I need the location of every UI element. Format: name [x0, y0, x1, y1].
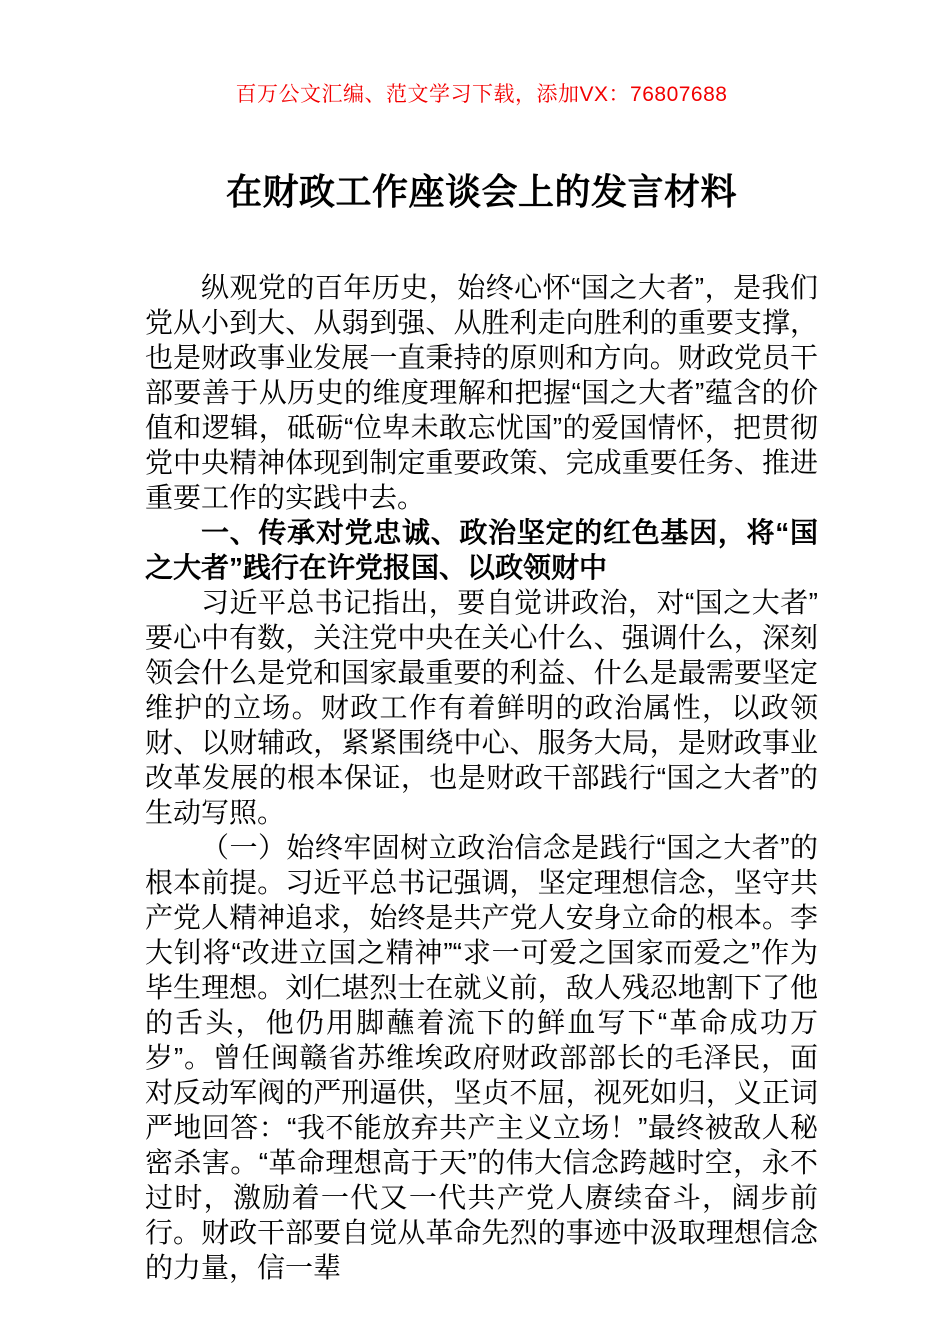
- paragraph-intro: 纵观党的百年历史，始终心怀“国之大者”，是我们党从小到大、从弱到强、从胜利走向胜利的重要支撑，也是财政事业发展一直秉持的原则和方向。财政党员干部要善于从历史的维度理解和把握“国之大者”蕴含的价值和逻辑，砥砺“位卑未敢忘忧国”的爱国情怀，把贯彻党中央精神体现到制定重要政策、完成重要任务、推进重要工作的实践中去。: [145, 272, 818, 513]
- promo-banner-text: 百万公文汇编、范文学习下载，添加VX：76807688: [235, 83, 728, 106]
- document-body: [145, 270, 818, 1285]
- paragraph-section-1: 习近平总书记指出，要自觉讲政治，对“国之大者”要心中有数，关注党中央在关心什么、强调什么，深刻领会什么是党和国家最重要的利益、什么是最需要坚定维护的立场。财政工作有着鲜明的政治属性，以政领财、以财辅政，紧紧围绕中心、服务大局，是财政事业改革发展的根本保证，也是财政干部践行“国之大者”的生动写照。: [145, 587, 818, 828]
- document-title: 在财政工作座谈会上的发言材料: [225, 171, 737, 212]
- section-heading-1: 一、传承对党忠诚、政治坚定的红色基因，将“国之大者”践行在许党报国、以政领财中: [145, 517, 818, 583]
- paragraph-subsection-1-1: （一）始终牢固树立政治信念是践行“国之大者”的根本前提。习近平总书记强调，坚定理想信念，坚守共产党人精神追求，始终是共产党人安身立命的根本。李大钊将“改进立国之精神”“求一可爱之国家而爱之”作为毕生理想。刘仁堪烈士在就义前，敌人残忍地割下了他的舌头，他仍用脚蘸着流下的鲜血写下“革命成功万岁”。曾任闽赣省苏维埃政府财政部部长的毛泽民，面对反动军阀的严刑逼供，坚贞不屈，视死如归，义正词严地回答：“我不能放弃共产主义立场！”最终被敌人秘密杀害。“革命理想高于天”的伟大信念跨越时空，永不过时，激励着一代又一代共产党人赓续奋斗，阔步前行。财政干部要自觉从革命先烈的事迹中汲取理想信念的力量，信一辈: [145, 832, 818, 1283]
